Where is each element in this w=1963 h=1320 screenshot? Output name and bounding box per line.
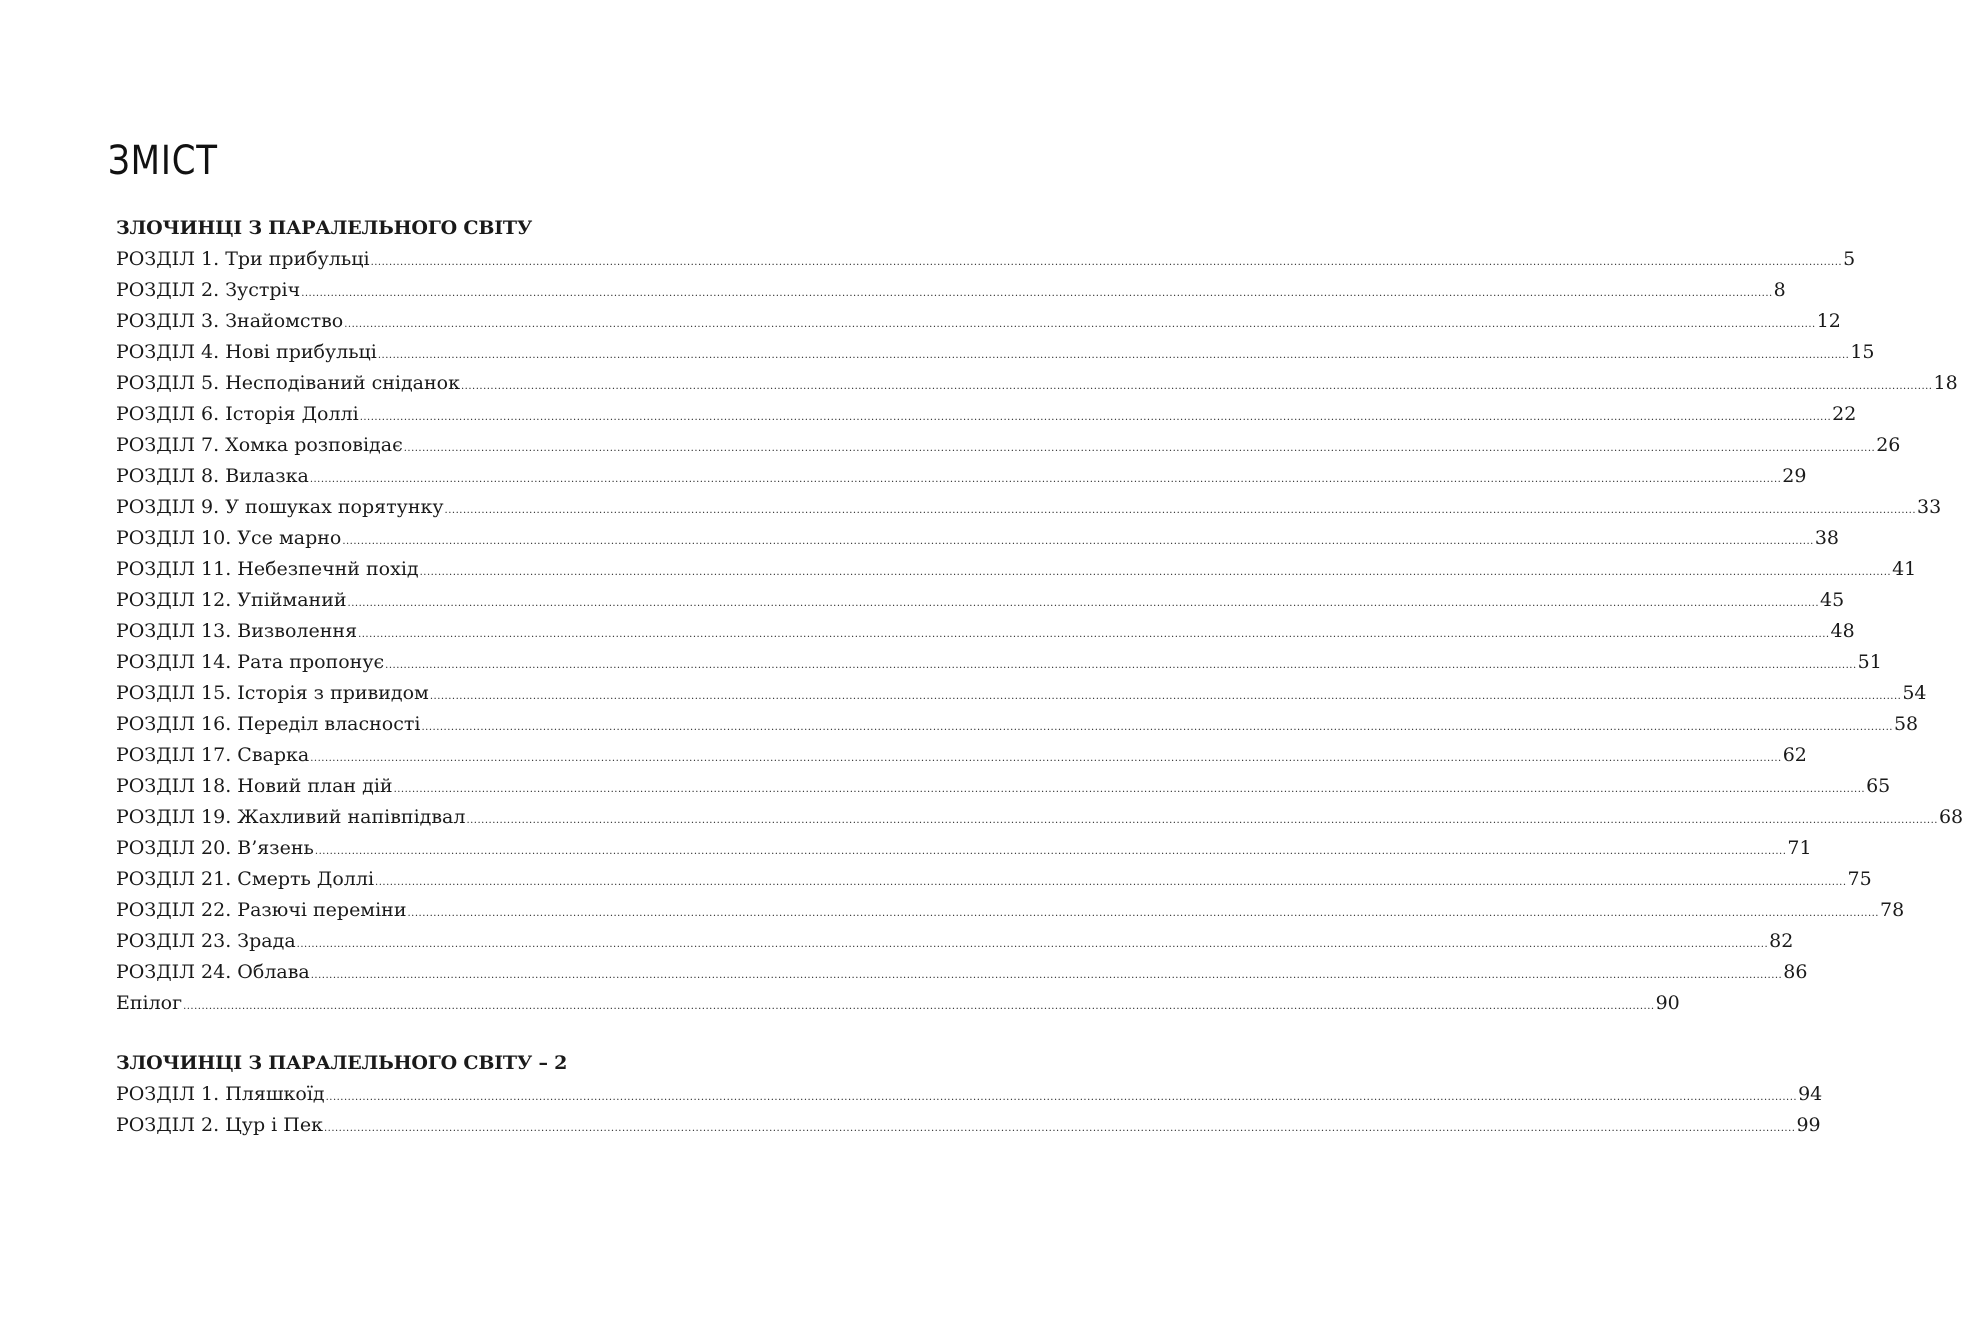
toc-entry[interactable]	[116, 492, 1942, 523]
toc-entry[interactable]	[116, 740, 1807, 771]
dot-leader: ................................................................................................................................................................................................................................................................................................................................................................................................................	[393, 784, 1866, 795]
toc-entry[interactable]	[116, 957, 1808, 988]
toc-entry-label: РОЗДІЛ 1. Пляшкоїд	[116, 1083, 325, 1105]
dot-leader: ................................................................................................................................................................................................................................................................................................................................................................................................................	[466, 815, 1938, 826]
toc-entry-page: 41	[1892, 558, 1917, 580]
toc-entry-label: РОЗДІЛ 3. Знайомство	[116, 310, 344, 332]
toc-entry-page: 78	[1879, 899, 1905, 921]
toc-entry[interactable]	[116, 399, 1857, 430]
toc-entry-page: 86	[1783, 961, 1808, 983]
toc-entry-label: РОЗДІЛ 14. Рата пропонує	[116, 651, 385, 673]
toc-entry[interactable]	[116, 771, 1891, 802]
toc-entry-page: 94	[1798, 1083, 1823, 1105]
toc-entry[interactable]	[116, 275, 1786, 306]
toc-entry-page: 29	[1782, 465, 1807, 487]
toc-entry[interactable]	[116, 709, 1919, 740]
toc-entry-page: 33	[1917, 496, 1942, 518]
toc-entry-page: 65	[1866, 775, 1891, 797]
toc-entry-label: РОЗДІЛ 1. Три прибульці	[116, 248, 370, 270]
toc-entry[interactable]	[116, 895, 1905, 926]
toc-entry-label: РОЗДІЛ 11. Небезпечнй похід	[116, 558, 419, 580]
toc-entry-label: РОЗДІЛ 8. Вилазка	[116, 465, 309, 487]
toc-entry[interactable]	[116, 988, 1680, 1019]
dot-leader: ................................................................................................................................................................................................................................................................................................................................................................................................................	[370, 257, 1843, 268]
toc-entry-page: 71	[1787, 837, 1812, 859]
dot-leader: ................................................................................................................................................................................................................................................................................................................................................................................................................	[403, 443, 1876, 454]
section-title: ЗЛОЧИНЦІ З ПАРАЛЕЛЬНОГО СВІТУ – 2	[116, 1052, 568, 1074]
toc-entry-page: 48	[1830, 620, 1855, 642]
dot-leader: ................................................................................................................................................................................................................................................................................................................................................................................................................	[385, 660, 1857, 671]
dot-leader: ................................................................................................................................................................................................................................................................................................................................................................................................................	[444, 505, 1917, 516]
toc-entry-label: РОЗДІЛ 15. Історія з привидом	[116, 682, 429, 704]
toc-entry[interactable]	[116, 833, 1812, 864]
toc-entry-label: РОЗДІЛ 13. Визволення	[116, 620, 358, 642]
toc-entry[interactable]	[116, 802, 1963, 833]
dot-leader: ................................................................................................................................................................................................................................................................................................................................................................................................................	[347, 598, 1820, 609]
dot-leader: ................................................................................................................................................................................................................................................................................................................................................................................................................	[429, 691, 1902, 702]
toc-entry-label: РОЗДІЛ 18. Новий план дій	[116, 775, 393, 797]
toc-entry[interactable]	[116, 678, 1927, 709]
toc-entry-label: РОЗДІЛ 12. Упійманий	[116, 589, 347, 611]
dot-leader: ................................................................................................................................................................................................................................................................................................................................................................................................................	[309, 474, 1782, 485]
toc-entry[interactable]	[116, 647, 1882, 678]
toc-entry[interactable]	[116, 616, 1855, 647]
dot-leader: ................................................................................................................................................................................................................................................................................................................................................................................................................	[419, 567, 1892, 578]
toc-section-2	[116, 1048, 1823, 1141]
toc-entry-label: РОЗДІЛ 2. Зустріч	[116, 279, 301, 301]
toc-entry-label: РОЗДІЛ 17. Сварка	[116, 744, 310, 766]
dot-leader: ................................................................................................................................................................................................................................................................................................................................................................................................................	[358, 629, 1830, 640]
toc-entry-page: 8	[1773, 279, 1786, 301]
dot-leader: ................................................................................................................................................................................................................................................................................................................................................................................................................	[375, 877, 1847, 888]
toc-entry-label: РОЗДІЛ 16. Переділ власності	[116, 713, 421, 735]
toc-entry-page: 58	[1893, 713, 1919, 735]
toc-entry-label: РОЗДІЛ 6. Історія Доллі	[116, 403, 359, 425]
dot-leader: ................................................................................................................................................................................................................................................................................................................................................................................................................	[421, 722, 1893, 733]
toc-entry[interactable]	[116, 1110, 1821, 1141]
dot-leader: ................................................................................................................................................................................................................................................................................................................................................................................................................	[325, 1092, 1798, 1103]
toc-entry-page: 51	[1857, 651, 1882, 673]
dot-leader: ................................................................................................................................................................................................................................................................................................................................................................................................................	[310, 753, 1782, 764]
dot-leader: ................................................................................................................................................................................................................................................................................................................................................................................................................	[323, 1123, 1796, 1134]
toc-entry-label: РОЗДІЛ 19. Жахливий напівпідвал	[116, 806, 466, 828]
toc-entry-label: РОЗДІЛ 20. В’язень	[116, 837, 314, 859]
toc-entry[interactable]	[116, 461, 1807, 492]
toc-entry[interactable]	[116, 926, 1794, 957]
toc-entry-label: Епілог	[116, 992, 183, 1014]
toc-entry-page: 5	[1843, 248, 1856, 270]
toc-entry[interactable]	[116, 368, 1958, 399]
toc-entry-page: 15	[1850, 341, 1875, 363]
toc-entry[interactable]	[116, 337, 1875, 368]
toc-entry-label: РОЗДІЛ 2. Цур і Пек	[116, 1114, 323, 1136]
toc-entry-page: 22	[1832, 403, 1857, 425]
toc-entry-label: РОЗДІЛ 4. Нові прибульці	[116, 341, 377, 363]
toc-entry-label: РОЗДІЛ 5. Несподіваний сніданок	[116, 372, 460, 394]
toc-entry-page: 38	[1814, 527, 1839, 549]
dot-leader: ................................................................................................................................................................................................................................................................................................................................................................................................................	[301, 288, 1773, 299]
dot-leader: ................................................................................................................................................................................................................................................................................................................................................................................................................	[296, 939, 1769, 950]
dot-leader: ................................................................................................................................................................................................................................................................................................................................................................................................................	[183, 1001, 1655, 1012]
toc-entry[interactable]	[116, 306, 1841, 337]
toc-entry-label: РОЗДІЛ 7. Хомка розповідає	[116, 434, 403, 456]
toc-entry-page: 54	[1902, 682, 1927, 704]
toc-entry-page: 90	[1655, 992, 1680, 1014]
toc-entry[interactable]	[116, 554, 1917, 585]
dot-leader: ................................................................................................................................................................................................................................................................................................................................................................................................................	[407, 908, 1879, 919]
toc-entry-page: 82	[1769, 930, 1794, 952]
toc-entry-page: 18	[1933, 372, 1958, 394]
dot-leader: ................................................................................................................................................................................................................................................................................................................................................................................................................	[359, 412, 1832, 423]
toc-entry-label: РОЗДІЛ 21. Смерть Доллі	[116, 868, 375, 890]
toc-entry[interactable]	[116, 1079, 1823, 1110]
dot-leader: ................................................................................................................................................................................................................................................................................................................................................................................................................	[461, 381, 1933, 392]
toc-entry[interactable]	[116, 864, 1872, 895]
toc-section-1	[116, 213, 1963, 1019]
dot-leader: ................................................................................................................................................................................................................................................................................................................................................................................................................	[314, 846, 1787, 857]
toc-entry[interactable]	[116, 430, 1901, 461]
toc-entry-page: 75	[1847, 868, 1872, 890]
toc-entry[interactable]	[116, 585, 1845, 616]
toc-entry-page: 99	[1796, 1114, 1821, 1136]
dot-leader: ................................................................................................................................................................................................................................................................................................................................................................................................................	[310, 970, 1783, 981]
dot-leader: ................................................................................................................................................................................................................................................................................................................................................................................................................	[377, 350, 1850, 361]
toc-entry-page: 45	[1820, 589, 1845, 611]
section-title: ЗЛОЧИНЦІ З ПАРАЛЕЛЬНОГО СВІТУ	[116, 217, 533, 239]
page-title: ЗМІСТ	[108, 138, 218, 184]
toc-entry[interactable]	[116, 523, 1839, 554]
toc-entry-label: РОЗДІЛ 22. Разючі переміни	[116, 899, 407, 921]
toc-entry-label: РОЗДІЛ 9. У пошуках порятунку	[116, 496, 444, 518]
toc-entry-page: 68	[1938, 806, 1963, 828]
dot-leader: ................................................................................................................................................................................................................................................................................................................................................................................................................	[344, 319, 1816, 330]
toc-entry[interactable]	[116, 244, 1856, 275]
toc-entry-label: РОЗДІЛ 10. Усе марно	[116, 527, 342, 549]
toc-entry-page: 62	[1782, 744, 1807, 766]
toc-entry-label: РОЗДІЛ 23. Зрада	[116, 930, 296, 952]
toc-entry-page: 26	[1876, 434, 1901, 456]
toc-entry-label: РОЗДІЛ 24. Облава	[116, 961, 310, 983]
toc-entry-page: 12	[1816, 310, 1841, 332]
dot-leader: ................................................................................................................................................................................................................................................................................................................................................................................................................	[342, 536, 1814, 547]
